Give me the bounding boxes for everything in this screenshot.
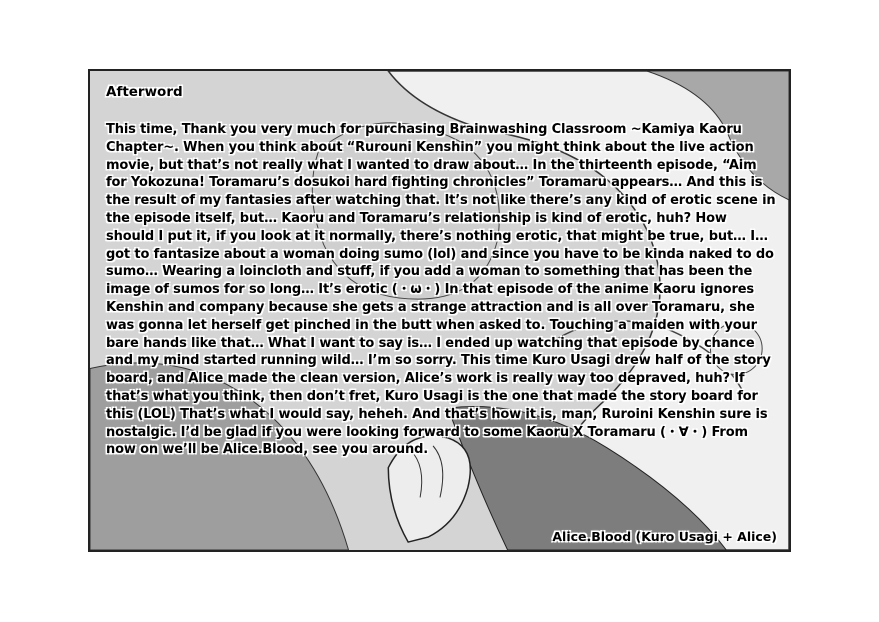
author-signature: Alice.Blood (Kuro Usagi + Alice) [552, 529, 777, 544]
afterword-heading: Afterword [106, 84, 183, 100]
afterword-panel [88, 69, 791, 552]
afterword-body: This time, Thank you very much for purchasing Brainwashing Classroom ~Kamiya Kaoru Chapter~. When you think about “Rurouni Kenshin” you might think about the live action movie, but that’s not really what I wanted to draw about… In the thirteenth episode, “Aim for Yokozuna! Toramaru’s dosukoi hard fighting chronicles” Toramaru appears… And this is the result of my fantasies after watching that. It’s not like there’s any kind of erotic scene in the episode itself, but… Kaoru and Toramaru’s relationship is kind of erotic, huh? How should I put it, if you look at it normally, there’s nothing erotic, that might be true, but… I… got to fantasize about a woman doing sumo (lol) and since you have to be kinda naked to do sumo… Wearing a loincloth and stuff, if you add a woman to something that has been the image of sumos for so long… It’s erotic (・ω・) In that episode of the anime Kaoru ignores Kenshin and company because she gets a strange attraction and is all over Toramaru, she was gonna let herself get pinched in the butt when asked to. Touching a maiden with your bare hands like that… What I want to say is… I ended up watching that episode by chance and my mind started running wild… I’m so sorry. This time Kuro Usagi drew half of the story board, and Alice made the clean version, Alice’s work is really way too depraved, huh? If that’s what you think, then don’t fret, Kuro Usagi is the one that made the story board for this (LOL) That’s what I would say, heheh. And that’s how it is, man, Ruroini Kenshin sure is nostalgic. I’d be glad if you were looking forward to some Kaoru X Toramaru (・∀・) From now on we’ll be Alice.Blood, see you around. [106, 122, 776, 458]
afterword-text [90, 71, 789, 550]
